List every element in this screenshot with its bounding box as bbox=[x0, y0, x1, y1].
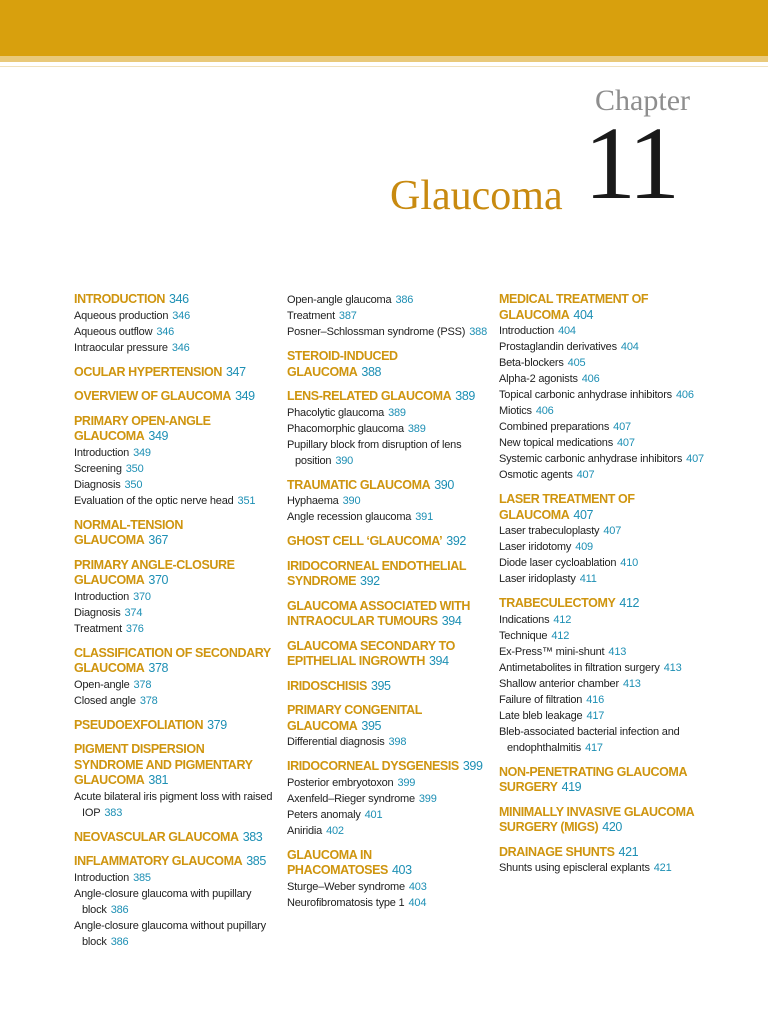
toc-entry-label: Prostaglandin derivatives bbox=[499, 341, 617, 353]
toc-page-number: 413 bbox=[663, 661, 682, 674]
toc-column-2 bbox=[287, 292, 487, 911]
toc-heading-label: PRIMARY ANGLE-CLOSURE GLAUCOMA bbox=[74, 557, 235, 587]
toc-entry-label: Differential diagnosis bbox=[287, 736, 385, 748]
toc-section-heading bbox=[74, 389, 274, 405]
toc-section-heading bbox=[287, 599, 487, 630]
toc-entry bbox=[287, 324, 487, 340]
toc-page-number: 407 bbox=[576, 469, 595, 481]
toc-entry bbox=[499, 539, 704, 555]
toc-page-number: 389 bbox=[455, 389, 475, 403]
toc-page-number: 407 bbox=[573, 507, 594, 522]
toc-page-number: 349 bbox=[235, 389, 255, 403]
toc-entry bbox=[499, 419, 704, 435]
toc-entry-label: Ex-Press™ mini-shunt bbox=[499, 645, 605, 658]
toc-entry-label: Posner–Schlossman syndrome (PSS) bbox=[287, 326, 466, 338]
toc-page-number: 403 bbox=[408, 880, 427, 893]
toc-heading-label: STEROID-INDUCED GLAUCOMA bbox=[287, 349, 398, 379]
toc-section-heading bbox=[287, 639, 487, 670]
toc-page-number: 407 bbox=[613, 421, 631, 433]
toc-entry-label: Angle-closure glaucoma without pupillary block bbox=[74, 919, 266, 948]
toc-entry-label: Treatment bbox=[287, 310, 335, 322]
toc-section-heading bbox=[287, 679, 487, 695]
toc-heading-label: PSEUDOEXFOLIATION bbox=[74, 717, 204, 732]
toc-page-number: 412 bbox=[551, 629, 570, 642]
toc-entry bbox=[74, 789, 274, 821]
toc-page-number: 351 bbox=[237, 494, 256, 507]
toc-entry bbox=[499, 571, 704, 587]
toc-heading-label: LENS-RELATED GLAUCOMA bbox=[287, 389, 452, 403]
toc-page-number: 421 bbox=[618, 844, 639, 859]
toc-section-heading bbox=[74, 414, 274, 445]
toc-section-heading bbox=[74, 854, 274, 870]
toc-entry-label: Angle recession glaucoma bbox=[287, 511, 412, 523]
toc-entry-label: Aqueous production bbox=[74, 309, 169, 322]
toc-entry bbox=[287, 493, 487, 509]
toc-entry-label: Systemic carbonic anhydrase inhibitors bbox=[499, 453, 683, 465]
toc-entry-label: Diode laser cycloablation bbox=[499, 557, 617, 569]
toc-section-heading bbox=[499, 845, 704, 861]
toc-page-number: 402 bbox=[326, 824, 344, 837]
toc-page-number: 385 bbox=[133, 871, 151, 884]
toc-entry-label: Evaluation of the optic nerve head bbox=[74, 494, 234, 507]
toc-entry-label: Failure of filtration bbox=[499, 693, 583, 706]
toc-page-number: 392 bbox=[446, 534, 466, 548]
toc-entry bbox=[499, 387, 704, 403]
toc-page-number: 346 bbox=[172, 309, 191, 322]
toc-entry-label: Diagnosis bbox=[74, 478, 121, 491]
toc-heading-label: DRAINAGE SHUNTS bbox=[499, 844, 615, 859]
toc-heading-label: IRIDOSCHISIS bbox=[287, 678, 367, 693]
toc-page-number: 370 bbox=[133, 590, 151, 603]
toc-page-number: 420 bbox=[602, 820, 622, 834]
toc-section-heading bbox=[287, 349, 487, 380]
toc-entry-label: Diagnosis bbox=[74, 606, 121, 619]
toc-column-3 bbox=[499, 292, 704, 876]
chapter-label: Chapter bbox=[595, 84, 690, 117]
toc-page-number: 404 bbox=[408, 896, 427, 909]
toc-page-number: 386 bbox=[395, 294, 414, 306]
toc-page-number: 349 bbox=[133, 446, 151, 459]
toc-page-number: 398 bbox=[388, 736, 407, 748]
toc-page-number: 419 bbox=[561, 780, 582, 794]
toc-entry bbox=[499, 339, 704, 355]
toc-heading-label: NORMAL-TENSION GLAUCOMA bbox=[74, 517, 183, 547]
toc-section-heading bbox=[74, 742, 274, 789]
toc-page-number: 346 bbox=[171, 341, 190, 354]
chapter-number: 11 bbox=[584, 106, 677, 221]
toc-entry bbox=[287, 807, 487, 823]
toc-page-number: 394 bbox=[429, 654, 449, 668]
toc-page-number: 350 bbox=[124, 478, 143, 491]
toc-section-heading bbox=[287, 534, 487, 550]
toc-entry-label: Hyphaema bbox=[287, 495, 339, 507]
toc-entry-label: Laser iridoplasty bbox=[499, 573, 576, 585]
toc-entry bbox=[499, 724, 704, 756]
toc-section-heading bbox=[499, 805, 704, 836]
toc-entry-label: Posterior embryotoxon bbox=[287, 776, 394, 789]
toc-entry bbox=[499, 860, 704, 876]
toc-page-number: 412 bbox=[619, 596, 640, 610]
toc-heading-label: GHOST CELL ‘GLAUCOMA’ bbox=[287, 534, 443, 548]
toc-page-number: 392 bbox=[360, 574, 380, 588]
toc-page-number: 401 bbox=[364, 808, 383, 821]
toc-entry bbox=[74, 621, 274, 637]
toc-entry-label: Alpha-2 agonists bbox=[499, 373, 578, 385]
toc-page-number: 416 bbox=[586, 693, 604, 706]
toc-section-heading bbox=[287, 848, 487, 879]
toc-entry-label: Osmotic agents bbox=[499, 469, 573, 481]
toc-entry-label: Open-angle bbox=[74, 678, 130, 691]
toc-page-number: 390 bbox=[335, 454, 354, 467]
toc-entry-label: Aqueous outflow bbox=[74, 325, 153, 338]
toc-section-heading bbox=[74, 558, 274, 589]
toc-entry-label: Angle-closure glaucoma with pupillary block bbox=[74, 887, 252, 916]
toc-page-number: 412 bbox=[553, 613, 572, 626]
toc-heading-label: MINIMALLY INVASIVE GLAUCOMA SURGERY (MIGS) bbox=[499, 804, 694, 834]
toc-page-number: 403 bbox=[392, 863, 412, 877]
toc-entry bbox=[74, 870, 274, 886]
toc-entry-label: Combined preparations bbox=[499, 421, 610, 433]
top-band-line bbox=[0, 66, 768, 67]
toc-entry bbox=[499, 435, 704, 451]
toc-entry-label: Axenfeld–Rieger syndrome bbox=[287, 792, 415, 805]
toc-entry bbox=[499, 355, 704, 371]
toc-page-number: 376 bbox=[125, 622, 144, 635]
toc-entry bbox=[74, 589, 274, 605]
toc-entry-label: Bleb-associated bacterial infection and endophthalmitis bbox=[499, 725, 680, 754]
toc-entry bbox=[74, 493, 274, 509]
toc-entry-label: Topical carbonic anhydrase inhibitors bbox=[499, 389, 672, 401]
toc-section-heading bbox=[287, 559, 487, 590]
toc-page-number: 407 bbox=[603, 525, 622, 537]
toc-heading-label: GLAUCOMA IN PHACOMATOSES bbox=[287, 847, 388, 877]
toc-page-number: 411 bbox=[579, 573, 597, 585]
toc-entry-label: Acute bilateral iris pigment loss with raised IOP bbox=[74, 790, 273, 819]
toc-entry-label: Antimetabolites in filtration surgery bbox=[499, 661, 660, 674]
toc-page-number: 389 bbox=[388, 406, 406, 419]
toc-section-heading bbox=[499, 765, 704, 796]
toc-section-heading bbox=[74, 830, 274, 846]
toc-page-number: 390 bbox=[434, 477, 454, 492]
toc-entry-label: Screening bbox=[74, 462, 122, 475]
toc-entry bbox=[74, 324, 274, 340]
toc-page-number: 406 bbox=[675, 389, 694, 401]
toc-entry-label: Introduction bbox=[74, 590, 130, 603]
toc-page-number: 405 bbox=[567, 357, 586, 369]
toc-entry bbox=[74, 918, 274, 950]
toc-entry bbox=[74, 677, 274, 693]
toc-page-number: 381 bbox=[148, 773, 169, 787]
toc-heading-label: TRAUMATIC GLAUCOMA bbox=[287, 477, 431, 492]
toc-page-number: 404 bbox=[620, 341, 639, 353]
toc-entry-label: Pupillary block from disruption of lens position bbox=[287, 438, 462, 467]
toc-entry bbox=[287, 292, 487, 308]
toc-section-heading bbox=[287, 389, 487, 405]
top-color-band bbox=[0, 0, 768, 56]
toc-heading-label: INFLAMMATORY GLAUCOMA bbox=[74, 854, 243, 868]
toc-page-number: 378 bbox=[148, 661, 169, 675]
toc-page-number: 404 bbox=[573, 307, 594, 322]
toc-entry bbox=[499, 451, 704, 467]
toc-page-number: 390 bbox=[342, 495, 361, 507]
toc-entry bbox=[499, 523, 704, 539]
toc-entry bbox=[74, 477, 274, 493]
toc-entry bbox=[74, 308, 274, 324]
toc-page-number: 389 bbox=[407, 422, 426, 435]
toc-entry-label: Sturge–Weber syndrome bbox=[287, 880, 405, 893]
toc-page-number: 399 bbox=[397, 776, 416, 789]
toc-section-heading bbox=[499, 596, 704, 612]
toc-entry bbox=[499, 555, 704, 571]
toc-entry bbox=[74, 886, 274, 918]
toc-entry bbox=[74, 340, 274, 356]
toc-page-number: 378 bbox=[139, 694, 158, 707]
toc-entry bbox=[74, 605, 274, 621]
toc-page-number: 413 bbox=[622, 677, 641, 690]
toc-page-number: 346 bbox=[156, 325, 175, 338]
toc-entry bbox=[74, 445, 274, 461]
toc-page-number: 407 bbox=[686, 453, 704, 465]
toc-page-number: 406 bbox=[581, 373, 600, 385]
toc-section-heading bbox=[74, 646, 274, 677]
toc-page-number: 387 bbox=[338, 310, 357, 322]
toc-heading-label: OVERVIEW OF GLAUCOMA bbox=[74, 389, 232, 403]
toc-entry bbox=[499, 467, 704, 483]
toc-page-number: 383 bbox=[104, 806, 123, 819]
top-band-shade bbox=[0, 56, 768, 62]
toc-entry bbox=[287, 509, 487, 525]
toc-entry-label: Laser trabeculoplasty bbox=[499, 525, 600, 537]
toc-page-number: 388 bbox=[469, 326, 487, 338]
toc-section-heading bbox=[74, 365, 274, 381]
toc-entry bbox=[287, 405, 487, 421]
toc-entry-label: Open-angle glaucoma bbox=[287, 294, 392, 306]
toc-entry-label: Peters anomaly bbox=[287, 808, 361, 821]
toc-entry-label: Neurofibromatosis type 1 bbox=[287, 896, 405, 909]
toc-entry bbox=[287, 879, 487, 895]
chapter-title: Glaucoma bbox=[390, 173, 563, 219]
toc-entry bbox=[74, 461, 274, 477]
toc-page-number: 410 bbox=[620, 557, 639, 569]
toc-entry bbox=[74, 693, 274, 709]
toc-page-number: 394 bbox=[441, 614, 462, 628]
toc-section-heading bbox=[74, 718, 274, 734]
toc-page-number: 378 bbox=[133, 678, 152, 691]
toc-page-number: 370 bbox=[148, 573, 169, 587]
toc-page-number: 399 bbox=[418, 792, 437, 805]
toc-entry bbox=[499, 403, 704, 419]
toc-entry bbox=[287, 791, 487, 807]
toc-column-1 bbox=[74, 292, 274, 950]
toc-entry bbox=[499, 676, 704, 692]
toc-page-number: 385 bbox=[246, 854, 266, 868]
toc-entry bbox=[287, 823, 487, 839]
toc-section-heading bbox=[287, 478, 487, 494]
toc-page-number: 346 bbox=[169, 292, 189, 306]
toc-entry-label: Phacomorphic glaucoma bbox=[287, 422, 404, 435]
toc-page-number: 347 bbox=[225, 364, 246, 379]
toc-entry-label: Introduction bbox=[74, 871, 130, 884]
toc-entry bbox=[499, 708, 704, 724]
toc-page-number: 395 bbox=[361, 718, 382, 733]
toc-heading-label: INTRODUCTION bbox=[74, 292, 166, 306]
toc-page-number: 413 bbox=[608, 645, 627, 658]
toc-heading-label: NON-PENETRATING GLAUCOMA SURGERY bbox=[499, 764, 687, 794]
toc-entry-label: Treatment bbox=[74, 622, 122, 635]
toc-entry-label: Introduction bbox=[499, 325, 555, 337]
toc-entry-label: Phacolytic glaucoma bbox=[287, 406, 385, 419]
toc-section-heading bbox=[499, 292, 704, 323]
toc-entry-label: Shallow anterior chamber bbox=[499, 677, 619, 690]
toc-entry bbox=[499, 628, 704, 644]
toc-page-number: 379 bbox=[207, 717, 227, 732]
toc-entry-label: Technique bbox=[499, 629, 548, 642]
toc-page-number: 391 bbox=[415, 511, 433, 523]
toc-entry bbox=[287, 308, 487, 324]
toc-heading-label: GLAUCOMA SECONDARY TO EPITHELIAL INGROWTH bbox=[287, 638, 455, 668]
toc-page-number: 386 bbox=[110, 935, 129, 948]
toc-heading-label: PIGMENT DISPERSION SYNDROME AND PIGMENTARY GLAUCOMA bbox=[74, 742, 253, 787]
toc-entry bbox=[499, 660, 704, 676]
toc-entry-label: Indications bbox=[499, 613, 550, 626]
toc-heading-label: LASER TREATMENT OF GLAUCOMA bbox=[499, 492, 635, 522]
toc-entry bbox=[499, 323, 704, 339]
toc-heading-label: MEDICAL TREATMENT OF GLAUCOMA bbox=[499, 292, 649, 322]
toc-entry-label: Aniridia bbox=[287, 824, 323, 837]
toc-page-number: 417 bbox=[586, 709, 605, 722]
toc-heading-label: IRIDOCORNEAL ENDOTHELIAL SYNDROME bbox=[287, 558, 466, 588]
toc-page-number: 417 bbox=[585, 741, 603, 754]
toc-entry-label: Late bleb leakage bbox=[499, 709, 583, 722]
toc-page-number: 399 bbox=[462, 759, 483, 773]
toc-page-number: 406 bbox=[535, 405, 554, 417]
toc-entry-label: New topical medications bbox=[499, 437, 614, 449]
toc-page-number: 409 bbox=[575, 541, 593, 553]
toc-heading-label: GLAUCOMA ASSOCIATED WITH INTRAOCULAR TUMOURS bbox=[287, 598, 470, 628]
toc-entry bbox=[287, 775, 487, 791]
toc-heading-label: IRIDOCORNEAL DYSGENESIS bbox=[287, 759, 459, 773]
toc-section-heading bbox=[499, 492, 704, 523]
toc-page-number: 421 bbox=[653, 862, 672, 874]
toc-entry-label: Laser iridotomy bbox=[499, 541, 572, 553]
toc-heading-label: TRABECULECTOMY bbox=[499, 596, 616, 610]
toc-entry bbox=[499, 692, 704, 708]
toc-entry bbox=[287, 437, 487, 469]
toc-entry bbox=[499, 371, 704, 387]
toc-entry bbox=[287, 421, 487, 437]
toc-entry bbox=[287, 734, 487, 750]
toc-heading-label: PRIMARY OPEN-ANGLE GLAUCOMA bbox=[74, 413, 211, 443]
toc-entry-label: Shunts using episcleral explants bbox=[499, 862, 650, 874]
toc-page-number: 374 bbox=[124, 606, 143, 619]
toc-page-number: 386 bbox=[110, 903, 129, 916]
toc-entry bbox=[499, 612, 704, 628]
toc-heading-label: OCULAR HYPERTENSION bbox=[74, 364, 222, 379]
toc-page-number: 407 bbox=[617, 437, 635, 449]
toc-page-number: 349 bbox=[148, 429, 169, 443]
toc-heading-label: CLASSIFICATION OF SECONDARY GLAUCOMA bbox=[74, 645, 271, 675]
toc-entry-label: Closed angle bbox=[74, 694, 136, 707]
toc-section-heading bbox=[74, 292, 274, 308]
toc-section-heading bbox=[287, 759, 487, 775]
toc-page-number: 367 bbox=[148, 533, 169, 547]
toc-section-heading bbox=[74, 518, 274, 549]
toc-page-number: 350 bbox=[125, 462, 144, 475]
toc-section-heading bbox=[287, 703, 487, 734]
toc-entry-label: Intraocular pressure bbox=[74, 341, 168, 354]
toc-entry-label: Introduction bbox=[74, 446, 130, 459]
toc-page-number: 388 bbox=[361, 364, 382, 379]
toc-entry-label: Miotics bbox=[499, 405, 532, 417]
toc-page-number: 383 bbox=[242, 829, 263, 844]
toc-entry bbox=[499, 644, 704, 660]
toc-heading-label: PRIMARY CONGENITAL GLAUCOMA bbox=[287, 703, 422, 733]
toc-entry-label: Beta-blockers bbox=[499, 357, 564, 369]
toc-heading-label: NEOVASCULAR GLAUCOMA bbox=[74, 829, 239, 844]
toc-page-number: 395 bbox=[370, 678, 391, 693]
toc-entry bbox=[287, 895, 487, 911]
toc-page-number: 404 bbox=[558, 325, 576, 337]
